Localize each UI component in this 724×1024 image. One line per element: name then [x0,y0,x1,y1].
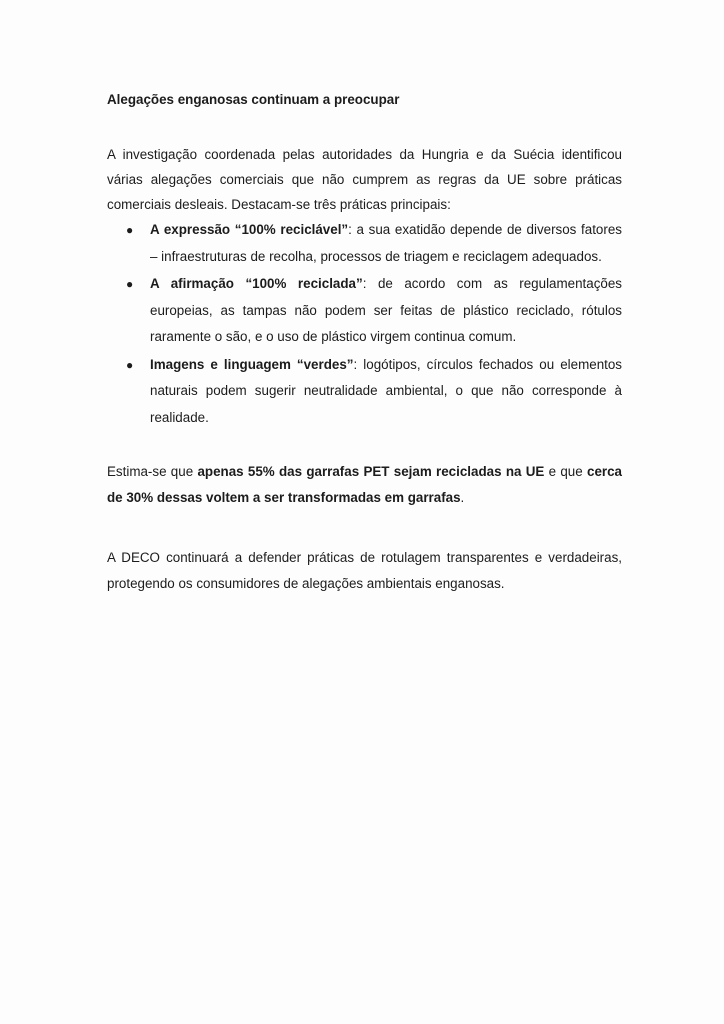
statistics-highlight-1: apenas 55% das garrafas PET sejam recicladas na UE [197,464,545,479]
statistics-text-3: . [460,490,465,505]
list-item-title: A afirmação “100% reciclada” [150,276,363,291]
list-item [107,217,622,270]
list-item [107,352,622,432]
list-item-text: : a sua exatidão depende de diversos fatores – infraestruturas de recolha, processos de triagem e reciclagem adequados. [150,222,622,264]
bullet-icon: ● [126,223,134,237]
practices-list [107,217,622,431]
bullet-icon: ● [126,357,134,372]
document-body [107,88,622,597]
list-item [107,271,622,351]
statistics-paragraph [107,459,622,511]
statistics-text-2: e que [544,464,587,479]
statistics-highlight-2: cerca de 30% dessas voltem a ser transformadas em garrafas [107,464,623,505]
list-item-title: Imagens e linguagem “verdes” [150,356,354,372]
list-item-title: A expressão “100% reciclável” [150,222,349,237]
bullet-icon: ● [126,277,134,291]
statistics-text-1: Estima-se que [107,464,198,479]
list-item-text: : de acordo com as regulamentações europeias, as tampas não podem ser feitas de plástico reciclado, rótulos raramente o são, e o uso de plástico virgem continua comum. [150,276,623,344]
closing-paragraph: A DECO continuará a defender práticas de rotulagem transparentes e verdadeiras, protegendo os consumidores de alegações ambientais enganosas. [107,550,622,591]
section-heading: Alegações enganosas continuam a preocupar [107,92,400,107]
intro-paragraph: A investigação coordenada pelas autoridades da Hungria e da Suécia identificou várias alegações comerciais que não cumprem as regras da UE sobre práticas comerciais desleais. Destacam-se três práticas principais: [107,147,622,212]
list-item-text: : logótipos, círculos fechados ou elementos naturais podem sugerir neutralidade ambiental, o que não corresponde à realidade. [150,356,623,425]
